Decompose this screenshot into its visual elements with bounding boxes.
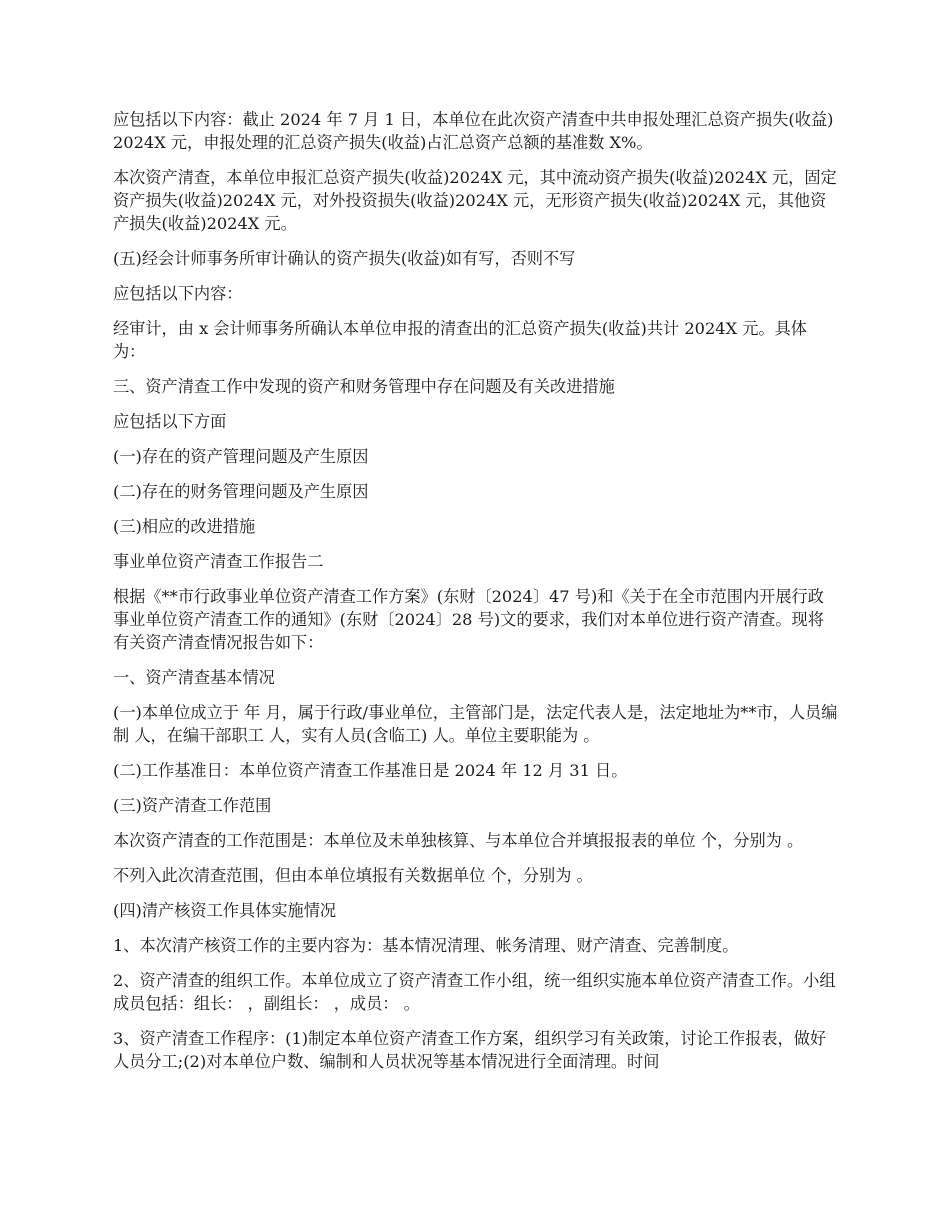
document-body — [113, 108, 838, 1085]
report-two-title: 事业单位资产清查工作报告二 — [113, 552, 324, 571]
paragraph-audit-result: 经审计，由 x 会计师事务所确认本单位申报的清查出的汇总资产损失(收益)共计 2024X 元。具体为： — [113, 319, 807, 361]
list-item-main-content: 1、本次清产核资工作的主要内容为：基本情况清理、帐务清理、财产清查、完善制度。 — [113, 936, 739, 955]
list-item-financial-management-issues: (二)存在的财务管理问题及产生原因 — [113, 482, 369, 501]
section-heading-basic-situation: 一、资产清查基本情况 — [113, 668, 275, 687]
paragraph-legal-basis: 根据《**市行政事业单位资产清查工作方案》(东财〔2024〕47 号)和《关于在全市范围内开展行政事业单位资产清查工作的通知》(东财〔2024〕28 号)文的要求，我们对本单位进行资产清查。现将有关资产清查情况报告如下： — [113, 587, 824, 652]
paragraph-asset-loss-summary: 应包括以下内容：截止 2024 年 7 月 1 日，本单位在此次资产清查中共申报处理汇总资产损失(收益)2024X 元，申报处理的汇总资产损失(收益)占汇总资产总额的基准数 X%。 — [113, 110, 834, 152]
paragraph-scope-detail: 本次资产清查的工作范围是：本单位及未单独核算、与本单位合并填报报表的单位 个，分别为 。 — [113, 831, 804, 850]
paragraph-unit-overview: (一)本单位成立于 年 月，属于行政/事业单位，主管部门是，法定代表人是，法定地址为**市，人员编制 人，在编干部职工 人，实有人员(含临工) 人。单位主要职能为 。 — [113, 703, 838, 745]
list-item-asset-management-issues: (一)存在的资产管理问题及产生原因 — [113, 447, 369, 466]
paragraph-loss-breakdown: 本次资产清查，本单位申报汇总资产损失(收益)2024X 元，其中流动资产损失(收益)2024X 元，固定资产损失(收益)2024X 元，对外投资损失(收益)2024X 元，无形资产损失(收益)2024X 元，其他资产损失(收益)2024X 元。 — [113, 168, 837, 233]
section-heading-scope: (三)资产清查工作范围 — [113, 796, 272, 815]
paragraph-excluded-units: 不列入此次清查范围，但由本单位填报有关数据单位 个，分别为 。 — [113, 866, 593, 885]
list-item-procedure: 3、资产清查工作程序：(1)制定本单位资产清查工作方案，组织学习有关政策，讨论工作报表，做好人员分工;(2)对本单位户数、编制和人员状况等基本情况进行全面清理。时间 — [113, 1029, 827, 1071]
section-heading-implementation: (四)清产核资工作具体实施情况 — [113, 901, 337, 920]
section-heading-problems-and-measures: 三、资产清查工作中发现的资产和财务管理中存在问题及有关改进措施 — [113, 377, 615, 396]
paragraph-base-date: (二)工作基准日：本单位资产清查工作基准日是 2024 年 12 月 31 日。 — [113, 761, 628, 780]
paragraph-aspects-intro: 应包括以下方面 — [113, 412, 227, 431]
paragraph-should-include: 应包括以下内容： — [113, 284, 243, 303]
list-item-improvement-measures: (三)相应的改进措施 — [113, 517, 256, 536]
section-heading-audit-confirmed: (五)经会计师事务所审计确认的资产损失(收益)如有写，否则不写 — [113, 249, 576, 268]
list-item-organization: 2、资产清查的组织工作。本单位成立了资产清查工作小组，统一组织实施本单位资产清查工作。小组成员包括：组长： ，副组长： ，成员： 。 — [113, 971, 836, 1013]
